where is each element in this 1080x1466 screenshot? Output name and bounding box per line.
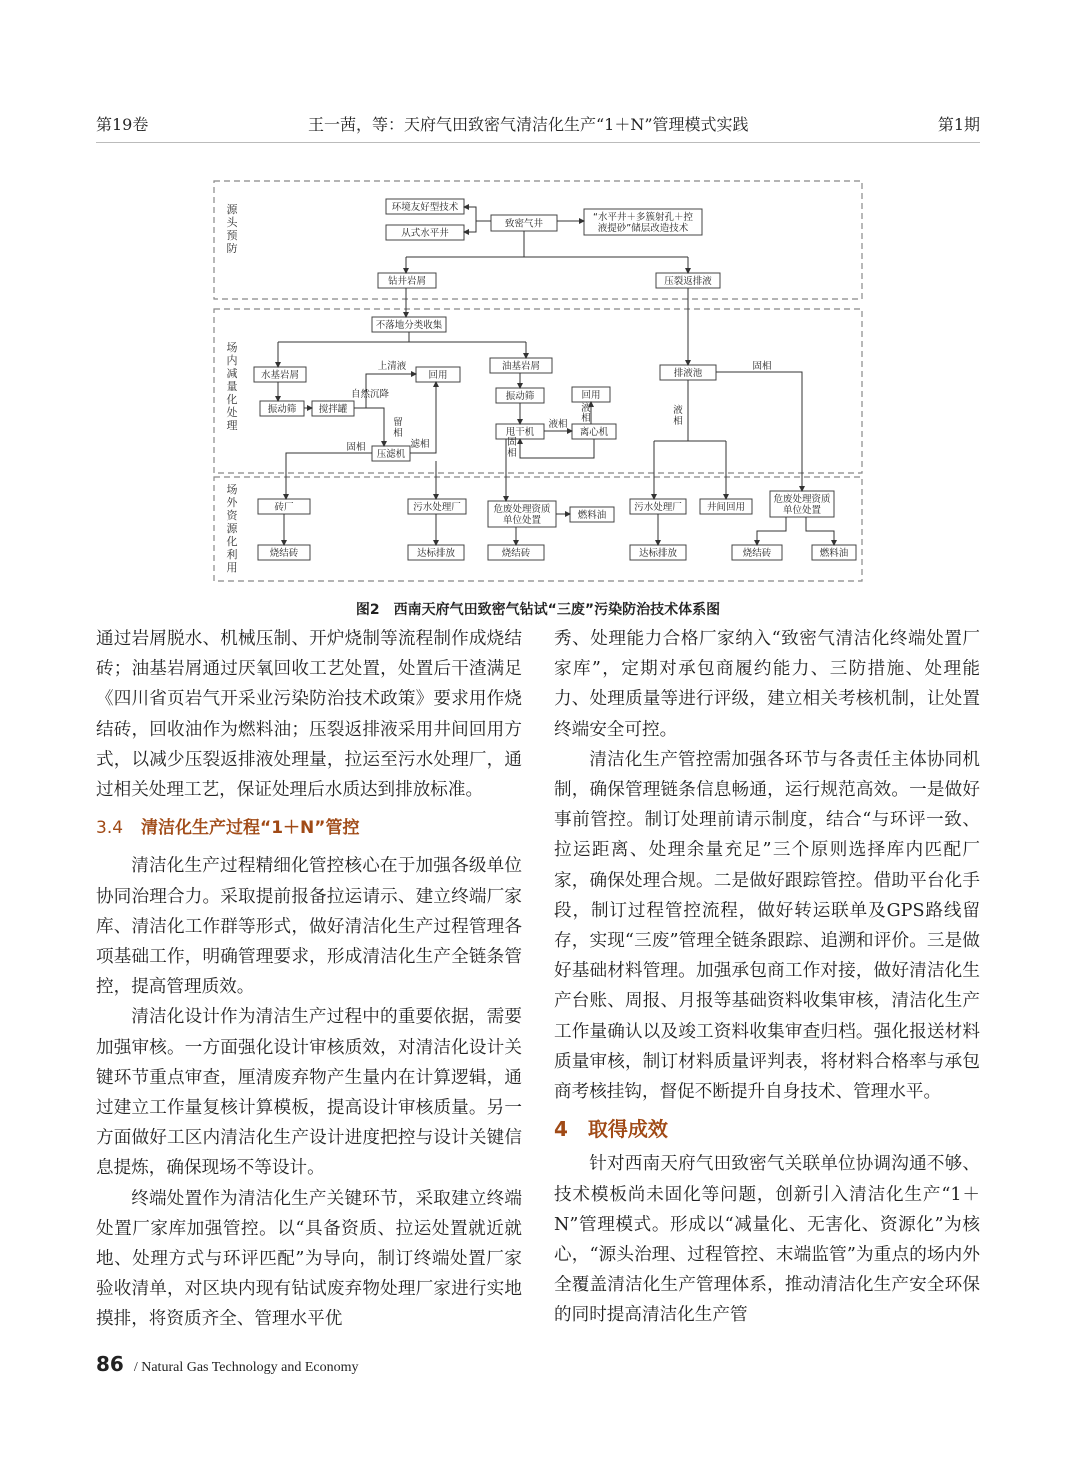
section-char: 源 xyxy=(226,522,238,535)
section-number: 4 xyxy=(554,1117,568,1142)
section-char: 防 xyxy=(226,242,238,255)
header-rule xyxy=(96,142,980,143)
edge-label-sediment-1: 留 xyxy=(393,417,403,428)
node-label-hazwaste-unit-2: 危废处理资质 xyxy=(773,494,831,505)
edge-well-hw xyxy=(464,221,476,232)
node-label-inter-well-reuse: 井间回用 xyxy=(706,502,746,513)
section-title: 取得成效 xyxy=(587,1117,668,1142)
right-column xyxy=(554,624,980,1331)
edge-haz2-fuel xyxy=(806,517,834,545)
section-char: 资 xyxy=(226,509,238,522)
node-label-fuel-oil-1: 燃料油 xyxy=(577,510,607,521)
node-label-fired-brick-3: 烧结砖 xyxy=(742,548,772,559)
node-label-oil-cuttings: 油基岩屑 xyxy=(501,361,541,372)
edge-label-solid-2a: 固 xyxy=(507,437,517,448)
section-char: 头 xyxy=(226,216,238,229)
section-char: 内 xyxy=(226,354,238,367)
figure-2 xyxy=(206,175,870,590)
paragraph: 清洁化生产过程精细化管控核心在于加强各级单位协同治理合力。采取提前报备拉运请示、建立终端厂家库、清洁化工作群等形式，做好清洁化生产过程管理各项基础工作，明确管理要求，形成清洁化生产全链条管控，提高管理质效。 xyxy=(96,856,522,998)
edge-solid-brick xyxy=(286,453,372,499)
section-char xyxy=(227,340,238,432)
section-frame-source xyxy=(214,181,862,299)
section-label-offsite xyxy=(227,482,239,574)
node-label-env-tech: 环境友好型技术 xyxy=(391,202,459,213)
node-label-horizontal-well: 从式水平井 xyxy=(401,228,449,239)
node-label-hazwaste-unit-1: 危废处理资质 xyxy=(493,504,551,515)
edge-label-solid-phase-1: 固相 xyxy=(346,442,366,453)
node-label-reuse-2: 回用 xyxy=(581,390,601,401)
node-label-centrifuge: 离心机 xyxy=(579,427,609,438)
section-char: 量 xyxy=(226,380,238,393)
node-label-fracturing-flowback: 压裂返排液 xyxy=(664,276,712,287)
paragraph: 终端处置作为清洁化生产关键环节，采取建立终端处置厂家库加强管控。以“具备资质、拉运处置就近就地、处理方式与环评匹配”为导向，制订终端处置厂家验收清单，对区块内现有钻试废弃物处理厂家进行实地摸排，将资质齐全、管理水平优 xyxy=(96,1188,522,1330)
figure-caption: 图2 西南天府气田致密气钻试“三废”污染防治技术体系图 xyxy=(355,602,721,618)
section-char: 用 xyxy=(226,561,238,574)
section-char: 化 xyxy=(226,535,238,548)
paragraph: 清洁化生产管控需加强各环节与各责任主体协同机制，确保管理链条信息畅通，运行规范高效。一是做好事前管控。制订处理前请示制度，结合“与环评一致、拉运距离、处理余量充足”三个原则选择库内匹配厂家，确保处理合规。二是做好跟踪管控。借助平台化手段，制订过程管控流程，做好转运联单及GPS路线留存，实现“三废”管理全链条跟踪、追溯和评价。三是做好基础材料管理。加强承包商工作对接，做好清洁化生产台账、周报、月报等基础资料收集审核，清洁化生产工作量确认以及竣工资料收集审查归档。强化报送材料质量审核，制订材料质量评判表，将材料合格率与承包商考核挂钩，督促不断提升自身技术、管理水平。 xyxy=(554,749,980,1103)
edge-label-liquid-3a: 液 xyxy=(673,405,683,416)
journal-name: / Natural Gas Technology and Economy xyxy=(133,1360,359,1375)
node-label-fired-brick-2: 烧结砖 xyxy=(501,548,531,559)
edge-label-liquid-phase-1: 液相 xyxy=(548,419,568,430)
edge-label-natural-settling: 自然沉降 xyxy=(350,389,390,400)
paragraph: 秀、处理能力合格厂家纳入“致密气清洁化终端处置厂家库”，定期对承包商履约能力、三防措施、处理能力、处理质量等进行评级，建立相关考核机制，让处置终端安全可控。 xyxy=(554,629,980,740)
edge-cent-solid xyxy=(520,439,594,458)
node-label-water-cuttings: 水基岩屑 xyxy=(260,370,300,381)
edge-label-liquid-2a: 液 xyxy=(581,403,591,414)
edge-label-solid-phase-2: 固相 xyxy=(752,361,772,372)
left-column xyxy=(96,624,522,1335)
issue-label: 第1期 xyxy=(937,115,980,134)
edge-label-liquid-3b: 相 xyxy=(673,416,683,427)
section-char: 化 xyxy=(226,393,238,406)
node-label-sewage-plant-1: 污水处理厂 xyxy=(413,502,461,513)
edge-label-solid-2b: 相 xyxy=(507,448,517,459)
node-label-vibrating-screen-1: 振动筛 xyxy=(267,404,297,415)
node-label-vibrating-screen-2: 振动筛 xyxy=(505,391,535,402)
section-char: 场 xyxy=(226,483,238,496)
edge-label-filtrate: 滤相 xyxy=(410,439,430,450)
node-label-dryer: 甩干机 xyxy=(505,427,535,438)
node-label-hazwaste-unit-1: 单位处置 xyxy=(502,515,542,526)
section-char: 场 xyxy=(226,341,238,354)
node-label-tight-gas-well: 致密气井 xyxy=(504,218,544,230)
edge-label-supernatant: 上清液 xyxy=(377,361,407,372)
node-label-reservoir-tech: “水平井＋多簇射孔＋控 xyxy=(593,212,693,223)
section-char: 预 xyxy=(226,229,238,242)
node-label-classified-collection: 不落地分类收集 xyxy=(375,320,443,331)
section-char: 减 xyxy=(226,367,238,380)
section-char xyxy=(227,203,239,255)
paragraph: 清洁化设计作为清洁生产过程中的重要依据，需要加强审核。一方面强化设计审核质效，对清洁化设计关键环节重点审查，厘清废弃物产生量内在计算逻辑，通过建立工作量复核计算模板，提高设计审核质量。另一方面做好工区内清洁化生产设计进度把控与设计关键信息提炼，确保现场不等设计。 xyxy=(96,1007,522,1179)
volume-label: 第19卷 xyxy=(96,115,149,134)
node-label-fuel-oil-2: 燃料油 xyxy=(819,548,849,559)
section-char: 理 xyxy=(226,419,238,432)
flow-diagram xyxy=(206,175,870,590)
node-label-brick-factory: 砖厂 xyxy=(274,502,294,513)
running-header xyxy=(96,112,980,142)
edge-mix-press xyxy=(354,408,384,446)
node-label-drill-cuttings: 钻井岩屑 xyxy=(387,276,427,287)
edge-haz2-fired xyxy=(757,517,786,545)
paragraph: 通过岩屑脱水、机械压制、开炉烧制等流程制作成烧结砖；油基岩屑通过厌氧回收工艺处置，处置后干渣满足《四川省页岩气开采业污染防治技术政策》要求用作烧结砖，回收油作为燃料油；压裂返排液采用井间回用方式，以减少压裂返排液处理量，拉运至污水处理厂，通过相关处理工艺，保证处理后水质达到排放标准。 xyxy=(96,629,522,801)
edge-label-liquid-2b: 相 xyxy=(581,413,591,424)
page-footer xyxy=(96,1352,359,1382)
section-label-source xyxy=(227,203,239,255)
node-label-drain-pool: 排液池 xyxy=(673,368,703,379)
node-label-mixing-tank: 搅拌罐 xyxy=(318,404,348,415)
section-char: 利 xyxy=(226,548,238,561)
node-label-fired-brick-1: 烧结砖 xyxy=(269,548,299,559)
article-running-title: 王一茜，等：天府气田致密气清洁化生产“1＋N”管理模式实践 xyxy=(308,115,749,134)
page-number: 86 xyxy=(96,1352,124,1376)
node-label-standard-discharge-2: 达标排放 xyxy=(638,548,678,559)
node-label-standard-discharge-1: 达标排放 xyxy=(416,548,456,559)
section-char: 处 xyxy=(226,406,238,419)
section-char: 源 xyxy=(226,203,238,216)
section-heading-3-4 xyxy=(96,813,522,843)
edge-well-env xyxy=(464,207,491,221)
node-label-reservoir-tech: 液提砂”储层改造技术 xyxy=(597,223,689,234)
section-frame-offsite xyxy=(214,477,862,581)
node-label-filter-press: 压滤机 xyxy=(376,449,406,460)
section-number: 3.4 xyxy=(96,818,124,839)
section-char xyxy=(227,482,239,574)
node-label-hazwaste-unit-2: 单位处置 xyxy=(782,505,822,516)
section-char: 外 xyxy=(226,496,238,509)
node-label-reuse-1: 回用 xyxy=(428,370,448,381)
section-title: 清洁化生产过程“1＋N”管控 xyxy=(141,818,360,839)
section-label-onsite xyxy=(227,340,238,432)
edge-label-sediment-2: 相 xyxy=(393,428,403,439)
section-heading-4 xyxy=(554,1114,980,1144)
node-label-sewage-plant-2: 污水处理厂 xyxy=(634,502,682,513)
paragraph: 针对西南天府气田致密气关联单位协调沟通不够、技术模板尚未固化等问题，创新引入清洁化生产“1＋N”管理模式。形成以“减量化、无害化、资源化”为核心，“源头治理、过程管控、末端监管”为重点的场内外全覆盖清洁化生产管理体系，推动清洁化生产安全环保的同时提高清洁化生产管 xyxy=(554,1154,980,1326)
